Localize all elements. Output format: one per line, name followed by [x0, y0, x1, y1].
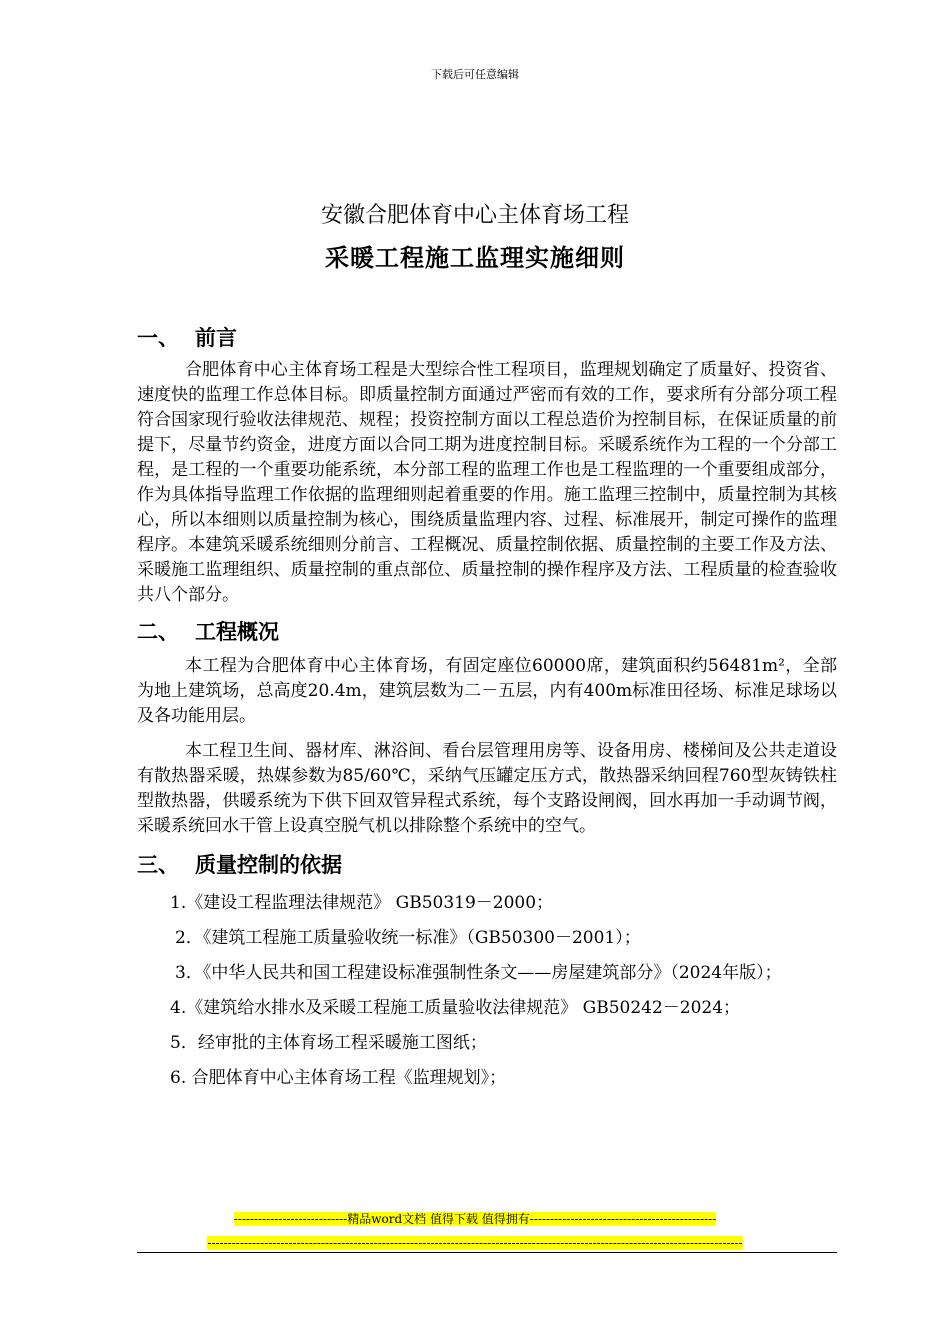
section-heading	[137, 616, 837, 648]
footer-banner	[0, 1210, 950, 1227]
reference-item: 4.《建筑给水排水及采暖工程施工质量验收法律规范》 GB50242－2024；	[170, 998, 741, 1018]
document-title-line2: 采暖工程施工监理实施细则	[325, 243, 625, 272]
section-title: 质量控制的依据	[195, 853, 342, 877]
section-title: 前言	[195, 326, 237, 350]
section-heading	[137, 322, 837, 354]
document-body	[137, 322, 837, 1101]
section-quality-basis	[137, 849, 837, 1091]
section-overview	[137, 616, 837, 839]
paragraph: 本工程卫生间、器材库、淋浴间、看台层管理用房等、设备用房、楼梯间及公共走道设有散热器采暖，热媒参数为85/60℃，采纳气压罐定压方式，散热器采纳回程760型灰铸铁柱型散热器，供暖系统为下供下回双管异程式系统，每个支路设闸阀，回水再加一手动调节阀，采暖系统回水干管上设真空脱气机以排除整个系统中的空气。	[137, 741, 837, 836]
section-preface	[137, 322, 837, 608]
section-title: 工程概况	[195, 620, 279, 644]
section-heading	[137, 849, 837, 881]
reference-item: 2．《建筑工程施工质量验收统一标准》（GB50300－2001）；	[175, 928, 641, 948]
reference-item: 3．《中华人民共和国工程建设标准强制性条文——房屋建筑部分》（2024年版）；	[175, 963, 782, 983]
footer-dashes	[0, 1236, 950, 1250]
header-note: 下载后可任意编辑	[431, 68, 519, 81]
reference-item: 1.《建设工程监理法律规范》 GB50319－2000；	[170, 893, 554, 913]
footer-rule	[137, 1252, 837, 1253]
reference-list	[137, 891, 837, 1091]
paragraph: 合肥体育中心主体育场工程是大型综合性工程项目，监理规划确定了质量好、投资省、速度快的监理工作总体目标。即质量控制方面通过严密而有效的工作，要求所有分部分项工程符合国家现行验收法律规范、规程；投资控制方面以工程总造价为控制目标，在保证质量的前提下，尽量节约资金，进度方面以合同工期为进度控制目标。采暖系统作为工程的一个分部工程，是工程的一个重要功能系统，本分部工程的监理工作也是工程监理的一个重要组成部分，作为具体指导监理工作依据的监理细则起着重要的作用。施工监理三控制中，质量控制为其核心，所以本细则以质量控制为核心，围绕质量监理内容、过程、标准展开，制定可操作的监理程序。本建筑采暖系统细则分前言、工程概况、质量控制依据、质量控制的主要工作及方法、采暖施工监理组织、质量控制的重点部位、质量控制的操作程序及方法、工程质量的检查验收共八个部分。	[137, 360, 837, 605]
section-number: 二、	[137, 620, 179, 644]
reference-item: 5．经审批的主体育场工程采暖施工图纸；	[170, 1033, 487, 1053]
section-number: 一、	[137, 326, 179, 350]
section-number: 三、	[137, 853, 179, 877]
reference-item: 6. 合肥体育中心主体育场工程《监理规划》；	[170, 1068, 507, 1088]
footer-dashes-text: ------------------------------------------------------------------------------------------------------------------------------------	[207, 1236, 743, 1250]
document-title-line1: 安徽合肥体育中心主体育场工程	[320, 203, 629, 228]
footer-banner-text: ----------------------------精品word文档 值得下载 值得拥有----------------------------------------------	[233, 1212, 717, 1226]
paragraph: 本工程为合肥体育中心主体育场，有固定座位60000席，建筑面积约56481m²，全部为地上建筑场，总高度20.4m，建筑层数为二－五层，内有400m标准田径场、标准足球场以及各功能用层。	[137, 656, 837, 726]
